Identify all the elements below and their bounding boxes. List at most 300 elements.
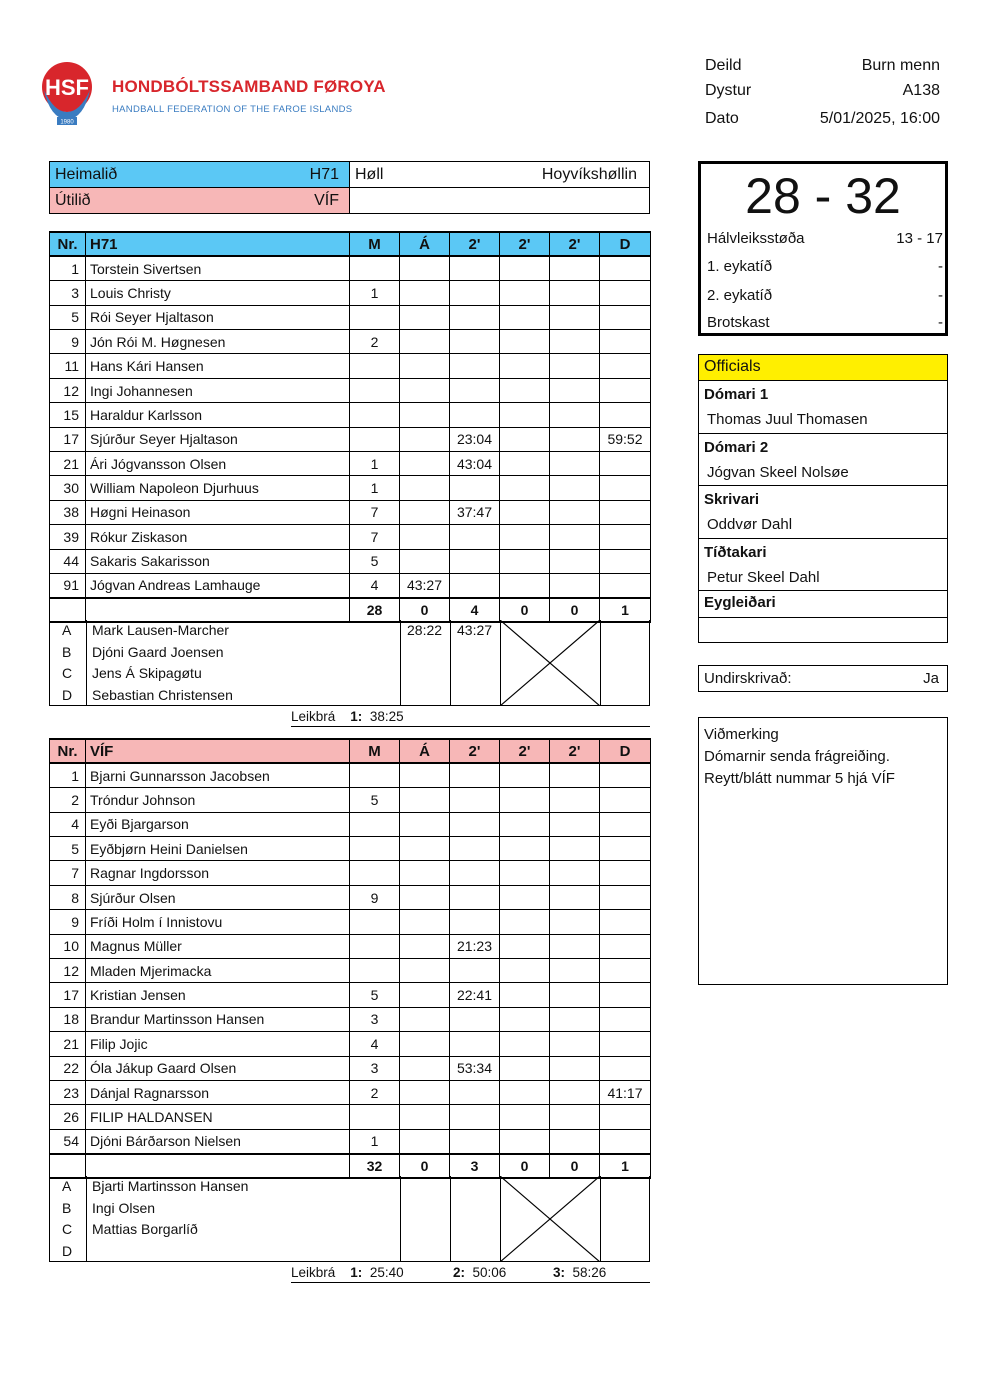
timeout-time: 25:40 bbox=[369, 1265, 404, 1280]
player-row bbox=[50, 934, 651, 958]
score-row-key: 1. eykatíð bbox=[707, 258, 773, 275]
score-row bbox=[707, 258, 943, 275]
suspension-2-cell bbox=[500, 934, 550, 958]
goals-cell bbox=[350, 305, 400, 329]
player-number: 23 bbox=[50, 1080, 86, 1104]
suspension-1-cell bbox=[450, 1080, 500, 1104]
player-number: 9 bbox=[50, 330, 86, 354]
home-team-cell bbox=[50, 162, 350, 188]
warning-cell bbox=[400, 281, 450, 305]
officials-title: Officials bbox=[699, 355, 947, 381]
suspension-3-cell bbox=[550, 452, 600, 476]
score-row-key: Hálvleiksstøða bbox=[707, 230, 805, 247]
player-name: Rókur Ziskason bbox=[86, 525, 350, 549]
goals-cell bbox=[350, 427, 400, 451]
official-letter: B bbox=[62, 643, 72, 660]
remarks-box bbox=[698, 717, 948, 985]
official-letter: C bbox=[62, 665, 73, 681]
suspension-1-cell bbox=[450, 525, 500, 549]
suspension-3-cell bbox=[550, 1032, 600, 1056]
timeout-time: 38:25 bbox=[369, 709, 404, 724]
team-official-row bbox=[50, 642, 649, 664]
meta-value: Burn menn bbox=[861, 57, 940, 74]
official-name: Sebastian Christensen bbox=[92, 686, 233, 703]
player-number: 12 bbox=[50, 378, 86, 402]
suspension-2-cell bbox=[500, 1007, 550, 1031]
disqualification-cell: 59:52 bbox=[600, 427, 651, 451]
suspension-3-cell bbox=[550, 525, 600, 549]
warning-cell bbox=[400, 959, 450, 983]
suspension-2-cell bbox=[500, 525, 550, 549]
suspension-1-cell bbox=[450, 788, 500, 812]
official-role: Tíðtakari bbox=[704, 543, 767, 561]
signed-label: Undirskrivað: bbox=[704, 670, 792, 687]
suspension-1-cell bbox=[450, 1007, 500, 1031]
player-number: 5 bbox=[50, 305, 86, 329]
suspension-2-cell bbox=[500, 1105, 550, 1129]
logo-letters: HSF bbox=[45, 75, 89, 100]
official-scorekeeper bbox=[699, 486, 947, 539]
away-timeout-2 bbox=[453, 1265, 506, 1280]
suspension-2-cell bbox=[500, 330, 550, 354]
suspension-3-cell bbox=[550, 1080, 600, 1104]
disqualification-cell bbox=[600, 476, 651, 500]
goals-cell: 3 bbox=[350, 1007, 400, 1031]
suspension-1-cell bbox=[450, 403, 500, 427]
goals-cell bbox=[350, 354, 400, 378]
player-name: Sjúrður Seyer Hjaltason bbox=[86, 427, 350, 451]
disqualification-cell bbox=[600, 549, 651, 573]
warning-cell bbox=[400, 427, 450, 451]
timeouts-label: Leikbrá bbox=[291, 1265, 336, 1280]
player-name: Torstein Sivertsen bbox=[86, 256, 350, 280]
timeout-number: 1: bbox=[350, 1265, 363, 1280]
official-referee-1 bbox=[699, 381, 947, 434]
suspension-3-cell bbox=[550, 1007, 600, 1031]
player-row bbox=[50, 885, 651, 909]
player-name: Filip Jojic bbox=[86, 1032, 350, 1056]
home-code: H71 bbox=[309, 165, 339, 183]
suspension-2-cell bbox=[500, 452, 550, 476]
score-box bbox=[698, 161, 948, 336]
col-suspension-2: 2' bbox=[500, 232, 550, 256]
federation-logo bbox=[40, 60, 386, 132]
col-goals: M bbox=[350, 739, 400, 763]
warning-cell bbox=[400, 476, 450, 500]
official-letter: A bbox=[62, 1178, 72, 1194]
suspension-3-cell bbox=[550, 1056, 600, 1080]
suspension-1-cell: 21:23 bbox=[450, 934, 500, 958]
goals-cell: 1 bbox=[350, 476, 400, 500]
suspension-2-cell bbox=[500, 500, 550, 524]
suspension-2-cell bbox=[500, 788, 550, 812]
player-row bbox=[50, 1105, 651, 1129]
suspension-3-cell bbox=[550, 427, 600, 451]
venue-label: Høll bbox=[355, 165, 384, 183]
player-number: 30 bbox=[50, 476, 86, 500]
disqualification-cell bbox=[600, 403, 651, 427]
disqualification-cell bbox=[600, 305, 651, 329]
col-warning: Á bbox=[400, 739, 450, 763]
totals-empty bbox=[86, 1154, 350, 1178]
player-name: Óla Jákup Gaard Olsen bbox=[86, 1056, 350, 1080]
suspension-2-cell bbox=[500, 573, 550, 597]
official-name: Mattias Borgarlíð bbox=[92, 1221, 198, 1237]
col-nr: Nr. bbox=[50, 739, 86, 763]
disqualification-cell bbox=[600, 983, 651, 1007]
meta-date bbox=[705, 110, 940, 134]
suspension-3-cell bbox=[550, 256, 600, 280]
player-row bbox=[50, 812, 651, 836]
remarks-line: Reytt/blátt nummar 5 hjá VÍF bbox=[704, 770, 895, 787]
meta-match bbox=[705, 82, 940, 106]
warning-cell bbox=[400, 500, 450, 524]
col-nr: Nr. bbox=[50, 232, 86, 256]
warning-cell bbox=[400, 983, 450, 1007]
warning-cell bbox=[400, 1105, 450, 1129]
warning-cell bbox=[400, 549, 450, 573]
player-name: William Napoleon Djurhuus bbox=[86, 476, 350, 500]
score-row bbox=[707, 287, 943, 304]
player-name: Ári Jógvansson Olsen bbox=[86, 452, 350, 476]
official-name: Petur Skeel Dahl bbox=[707, 568, 820, 586]
disqualification-cell bbox=[600, 837, 651, 861]
venue-cell bbox=[350, 162, 650, 188]
player-row bbox=[50, 1007, 651, 1031]
suspension-1-cell bbox=[450, 910, 500, 934]
official-name: Bjarti Martinsson Hansen bbox=[92, 1178, 249, 1194]
totals-row bbox=[50, 598, 651, 622]
suspension-3-cell bbox=[550, 1105, 600, 1129]
score-row-value: - bbox=[938, 258, 943, 275]
suspension-3-cell bbox=[550, 861, 600, 885]
warning-cell bbox=[400, 910, 450, 934]
player-row bbox=[50, 330, 651, 354]
col-team-name: VÍF bbox=[86, 739, 350, 763]
remarks-title: Viðmerking bbox=[704, 726, 779, 743]
player-name: Fríði Holm í Innistovu bbox=[86, 910, 350, 934]
player-row bbox=[50, 549, 651, 573]
totals-empty bbox=[86, 598, 350, 622]
warning-cell bbox=[400, 1080, 450, 1104]
signed-status bbox=[698, 665, 948, 692]
total-goals-cell: 32 bbox=[350, 1154, 400, 1178]
total-suspension-2-cell: 0 bbox=[500, 1154, 550, 1178]
suspension-1-cell bbox=[450, 763, 500, 787]
col-disqualification: D bbox=[600, 232, 651, 256]
goals-cell: 1 bbox=[350, 281, 400, 305]
official-name: Djóni Gaard Joensen bbox=[92, 643, 224, 660]
official-name: Jens Á Skipagøtu bbox=[92, 665, 202, 681]
meta-value: A138 bbox=[902, 82, 940, 99]
col-suspension-1: 2' bbox=[450, 232, 500, 256]
player-row bbox=[50, 788, 651, 812]
goals-cell: 7 bbox=[350, 525, 400, 549]
player-name: Ingi Johannesen bbox=[86, 378, 350, 402]
totals-empty bbox=[50, 1154, 86, 1178]
suspension-1-cell: 53:34 bbox=[450, 1056, 500, 1080]
team-official-row bbox=[50, 1241, 649, 1263]
goals-cell: 3 bbox=[350, 1056, 400, 1080]
score-row-value: 13 - 17 bbox=[896, 230, 943, 247]
suspension-3-cell bbox=[550, 1129, 600, 1153]
player-number: 11 bbox=[50, 354, 86, 378]
player-name: Dánjal Ragnarsson bbox=[86, 1080, 350, 1104]
suspension-2-cell bbox=[500, 910, 550, 934]
disqualification-cell bbox=[600, 788, 651, 812]
warning-cell bbox=[400, 525, 450, 549]
disqualification-cell bbox=[600, 812, 651, 836]
player-row bbox=[50, 959, 651, 983]
totals-empty bbox=[50, 598, 86, 622]
suspension-3-cell bbox=[550, 812, 600, 836]
goals-cell: 1 bbox=[350, 452, 400, 476]
disqualification-cell bbox=[600, 1105, 651, 1129]
goals-cell bbox=[350, 763, 400, 787]
disqualification-cell bbox=[600, 910, 651, 934]
suspension-2-cell bbox=[500, 837, 550, 861]
warning-cell bbox=[400, 1056, 450, 1080]
team-official-row bbox=[50, 663, 649, 685]
away-label: Útilið bbox=[55, 191, 91, 209]
suspension-3-cell bbox=[550, 885, 600, 909]
official-referee-2 bbox=[699, 434, 947, 487]
col-disqualification: D bbox=[600, 739, 651, 763]
total-suspension-1-cell: 4 bbox=[450, 598, 500, 622]
goals-cell bbox=[350, 378, 400, 402]
teams-table bbox=[49, 161, 650, 214]
suspension-2-cell bbox=[500, 885, 550, 909]
player-name: Tróndur Johnson bbox=[86, 788, 350, 812]
warning-cell: 43:27 bbox=[400, 573, 450, 597]
home-roster-body bbox=[50, 256, 651, 622]
player-row bbox=[50, 837, 651, 861]
away-roster-table bbox=[49, 738, 651, 1179]
goals-cell: 2 bbox=[350, 1080, 400, 1104]
warning-cell bbox=[400, 763, 450, 787]
official-timekeeper bbox=[699, 539, 947, 592]
suspension-2-cell bbox=[500, 1129, 550, 1153]
home-timeouts-line bbox=[291, 726, 650, 727]
disqualification-cell bbox=[600, 256, 651, 280]
away-roster-header bbox=[50, 739, 651, 763]
suspension-3-cell bbox=[550, 354, 600, 378]
disqualification-cell bbox=[600, 861, 651, 885]
suspension-1-cell: 43:04 bbox=[450, 452, 500, 476]
suspension-3-cell bbox=[550, 573, 600, 597]
suspension-1-cell bbox=[450, 256, 500, 280]
empty-cell bbox=[350, 188, 650, 214]
official-letter: A bbox=[62, 622, 72, 638]
warning-cell bbox=[400, 812, 450, 836]
score-row bbox=[707, 230, 943, 247]
total-warning-cell: 0 bbox=[400, 1154, 450, 1178]
suspension-1-cell bbox=[450, 354, 500, 378]
suspension-2-cell bbox=[500, 427, 550, 451]
player-name: Ragnar Ingdorsson bbox=[86, 861, 350, 885]
player-number: 12 bbox=[50, 959, 86, 983]
player-number: 21 bbox=[50, 452, 86, 476]
disqualification-cell bbox=[600, 1129, 651, 1153]
team-official-row bbox=[50, 1219, 649, 1241]
suspension-2-cell bbox=[500, 256, 550, 280]
warning-cell bbox=[400, 330, 450, 354]
total-suspension-1-cell: 3 bbox=[450, 1154, 500, 1178]
goals-cell bbox=[350, 403, 400, 427]
goals-cell: 7 bbox=[350, 500, 400, 524]
federation-subtitle: HANDBALL FEDERATION OF THE FAROE ISLANDS bbox=[112, 104, 353, 115]
team-official-row bbox=[50, 1198, 649, 1220]
total-suspension-2-cell: 0 bbox=[500, 598, 550, 622]
official-suspension: 43:27 bbox=[457, 622, 493, 638]
player-name: Mladen Mjerimacka bbox=[86, 959, 350, 983]
player-number: 10 bbox=[50, 934, 86, 958]
meta-key: Dato bbox=[705, 110, 739, 127]
suspension-3-cell bbox=[550, 837, 600, 861]
player-row bbox=[50, 525, 651, 549]
player-name: Jógvan Andreas Lamhauge bbox=[86, 573, 350, 597]
suspension-2-cell bbox=[500, 763, 550, 787]
suspension-2-cell bbox=[500, 861, 550, 885]
disqualification-cell bbox=[600, 525, 651, 549]
player-number: 18 bbox=[50, 1007, 86, 1031]
official-role: Dómari 2 bbox=[704, 438, 769, 456]
official-role: Skrivari bbox=[704, 491, 760, 508]
warning-cell bbox=[400, 305, 450, 329]
goals-cell bbox=[350, 837, 400, 861]
suspension-3-cell bbox=[550, 476, 600, 500]
totals-row bbox=[50, 1154, 651, 1178]
official-role: Eygleiðari bbox=[704, 594, 776, 611]
player-name: Magnus Müller bbox=[86, 934, 350, 958]
player-number: 2 bbox=[50, 788, 86, 812]
player-row bbox=[50, 1080, 651, 1104]
away-timeouts-line bbox=[291, 1282, 650, 1283]
player-number: 1 bbox=[50, 763, 86, 787]
suspension-3-cell bbox=[550, 763, 600, 787]
player-row bbox=[50, 763, 651, 787]
away-team-officials bbox=[49, 1176, 650, 1262]
timeouts-label: Leikbrá bbox=[291, 709, 336, 724]
player-name: Sakaris Sakarisson bbox=[86, 549, 350, 573]
suspension-1-cell bbox=[450, 281, 500, 305]
goals-cell bbox=[350, 861, 400, 885]
suspension-1-cell: 23:04 bbox=[450, 427, 500, 451]
player-number: 39 bbox=[50, 525, 86, 549]
goals-cell: 2 bbox=[350, 330, 400, 354]
player-name: Bjarni Gunnarsson Jacobsen bbox=[86, 763, 350, 787]
suspension-2-cell bbox=[500, 983, 550, 1007]
player-row bbox=[50, 910, 651, 934]
goals-cell: 5 bbox=[350, 549, 400, 573]
suspension-1-cell bbox=[450, 1105, 500, 1129]
suspension-3-cell bbox=[550, 934, 600, 958]
score-row-key: Brotskast bbox=[707, 314, 770, 331]
disqualification-cell bbox=[600, 378, 651, 402]
suspension-3-cell bbox=[550, 281, 600, 305]
player-row bbox=[50, 256, 651, 280]
goals-cell bbox=[350, 959, 400, 983]
suspension-1-cell: 22:41 bbox=[450, 983, 500, 1007]
suspension-1-cell bbox=[450, 959, 500, 983]
player-number: 22 bbox=[50, 1056, 86, 1080]
meta-division bbox=[705, 57, 940, 81]
suspension-2-cell bbox=[500, 378, 550, 402]
player-name: Haraldur Karlsson bbox=[86, 403, 350, 427]
score-row bbox=[707, 314, 943, 331]
suspension-1-cell bbox=[450, 549, 500, 573]
suspension-1-cell bbox=[450, 837, 500, 861]
timeout-time: 58:26 bbox=[572, 1265, 607, 1280]
signed-value: Ja bbox=[923, 670, 939, 687]
player-number: 1 bbox=[50, 256, 86, 280]
venue-name: Hoyvíkshøllin bbox=[541, 165, 637, 183]
suspension-3-cell bbox=[550, 305, 600, 329]
player-number: 38 bbox=[50, 500, 86, 524]
suspension-2-cell bbox=[500, 305, 550, 329]
disqualification-cell bbox=[600, 763, 651, 787]
suspension-2-cell bbox=[500, 549, 550, 573]
player-number: 5 bbox=[50, 837, 86, 861]
hsf-emblem-icon bbox=[40, 60, 94, 126]
col-suspension-3: 2' bbox=[550, 739, 600, 763]
suspension-2-cell bbox=[500, 403, 550, 427]
player-name: Brandur Martinsson Hansen bbox=[86, 1007, 350, 1031]
suspension-1-cell bbox=[450, 812, 500, 836]
suspension-3-cell bbox=[550, 378, 600, 402]
suspension-3-cell bbox=[550, 788, 600, 812]
suspension-2-cell bbox=[500, 281, 550, 305]
disqualification-cell: 41:17 bbox=[600, 1080, 651, 1104]
player-row bbox=[50, 1032, 651, 1056]
suspension-1-cell bbox=[450, 305, 500, 329]
total-suspension-3-cell: 0 bbox=[550, 598, 600, 622]
goals-cell: 5 bbox=[350, 788, 400, 812]
official-name: Mark Lausen-Marcher bbox=[92, 622, 229, 638]
suspension-3-cell bbox=[550, 549, 600, 573]
disqualification-cell bbox=[600, 281, 651, 305]
player-row bbox=[50, 403, 651, 427]
disqualification-cell bbox=[600, 1032, 651, 1056]
player-name: Louis Christy bbox=[86, 281, 350, 305]
official-letter: C bbox=[62, 1221, 73, 1237]
disqualification-cell bbox=[600, 452, 651, 476]
official-name: Thomas Juul Thomasen bbox=[707, 411, 868, 428]
player-row bbox=[50, 354, 651, 378]
suspension-3-cell bbox=[550, 910, 600, 934]
suspension-1-cell bbox=[450, 378, 500, 402]
goals-cell bbox=[350, 256, 400, 280]
total-disqualification-cell: 1 bbox=[600, 1154, 651, 1178]
warning-cell bbox=[400, 837, 450, 861]
suspension-2-cell bbox=[500, 1032, 550, 1056]
suspension-3-cell bbox=[550, 500, 600, 524]
match-officials bbox=[698, 354, 948, 643]
player-row bbox=[50, 500, 651, 524]
total-disqualification-cell: 1 bbox=[600, 598, 651, 622]
player-row bbox=[50, 573, 651, 597]
goals-cell: 4 bbox=[350, 573, 400, 597]
col-warning: Á bbox=[400, 232, 450, 256]
total-goals-cell: 28 bbox=[350, 598, 400, 622]
warning-cell bbox=[400, 788, 450, 812]
warning-cell bbox=[400, 1129, 450, 1153]
player-number: 4 bbox=[50, 812, 86, 836]
player-row bbox=[50, 378, 651, 402]
goals-cell bbox=[350, 1105, 400, 1129]
player-name: Høgni Heinason bbox=[86, 500, 350, 524]
suspension-2-cell bbox=[500, 959, 550, 983]
